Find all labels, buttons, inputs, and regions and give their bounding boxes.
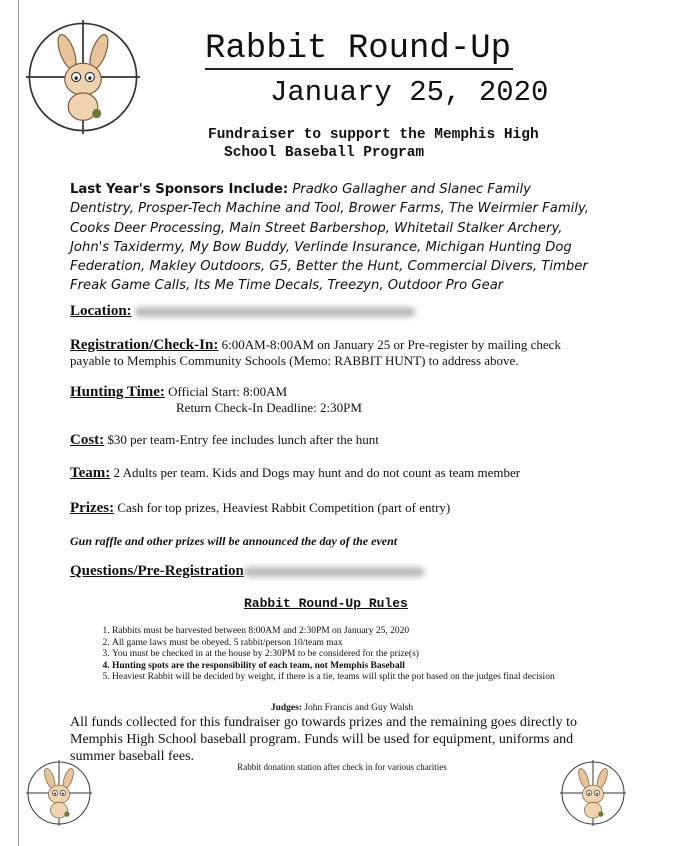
location [70,303,415,320]
sponsors-label: Last Year's Sponsors Include: [70,182,289,197]
hunting-start: Official Start: 8:00AM [168,384,288,399]
questions [70,563,424,580]
rule-item: 5. Heaviest Rabbit will be decided by weight, if there is a tie, teams will split the pot based on the judges final decision [112,672,555,684]
rule-item: 2. All game laws must be obeyed. 5 rabbit/person 10/team max [112,638,555,650]
cost-text: $30 per team-Entry fee includes lunch after the hunt [107,432,379,447]
left-border [18,0,19,846]
sponsors [70,180,590,296]
blurred-contact [244,567,424,577]
donation-note: Rabbit donation station after check in for various charities [237,762,447,772]
hunting-time [70,384,362,416]
raffle-note: Gun raffle and other prizes will be announced the day of the event [70,534,398,548]
registration [70,337,561,369]
page-title: Rabbit Round-Up [205,30,512,68]
team [70,465,520,482]
team-text: 2 Adults per team. Kids and Dogs may hunt and do not count as team member [113,465,521,480]
subtitle-line: Fundraiser to support the Memphis High [208,127,539,143]
event-date: January 25, 2020 [270,76,549,109]
funds-statement: All funds collected for this fundraiser go towards prizes and the remaining goes directly to Memphis High School baseball program. Funds will be used for equipment, uniforms and summer baseball fees. [70,715,577,764]
questions-label: Questions/Pre-Registration [70,563,244,579]
judges [0,703,684,713]
rule-item: 4. Hunting spots are the responsibility of each team, not Memphis Baseball [112,661,555,673]
rules-title: Rabbit Round-Up Rules [244,596,408,611]
prizes-label: Prizes: [70,500,115,516]
blurred-address [135,307,415,317]
prizes [70,500,450,517]
location-label: Location: [70,303,132,319]
rule-item: 3. You must be checked in at the house by 2:30PM to be considered for the prize(s) [112,649,555,661]
subtitle [208,126,539,162]
cost [70,432,379,449]
hunting-deadline: Return Check-In Deadline: 2:30PM [176,400,362,415]
team-label: Team: [70,465,111,481]
rule-item: 1. Rabbits must be harvested between 8:00AM and 2:30PM on January 25, 2020 [112,626,555,638]
registration-label: Registration/Check-In: [70,337,219,353]
rabbit-crosshair-logo [26,20,140,134]
judges-label: Judges: [270,703,302,713]
cost-label: Cost: [70,432,105,448]
registration-text: 6:00AM-8:00AM on January 25 or Pre-register by mailing check [221,337,561,352]
subtitle-line: School Baseball Program [224,145,425,161]
prizes-text: Cash for top prizes, Heaviest Rabbit Competition (part of entry) [117,500,451,515]
sponsors-list: Pradko Gallagher and Slanec Family Dentistry, Prosper-Tech Machine and Tool, Brower Farms, The Weirmier Family, Cooks Deer Processing, Main Street Barbershop, Whitetail Stalker Archery, John's Taxidermy, My Bow Buddy, Verlinde Insurance, Michigan Hunting Dog Federation, Makley Outdoors, G5, Better the Hunt, Commercial Divers, Timber Freak Game Calls, Its Me Time Decals, Treezyn, Outdoor Pro Gear [70,182,589,294]
rules-list [90,626,555,684]
registration-text-2: payable to Memphis Community Schools (Memo: RABBIT HUNT) to address above. [70,353,519,368]
judges-names: John Francis and Guy Walsh [304,703,414,713]
hunting-label: Hunting Time: [70,384,165,400]
